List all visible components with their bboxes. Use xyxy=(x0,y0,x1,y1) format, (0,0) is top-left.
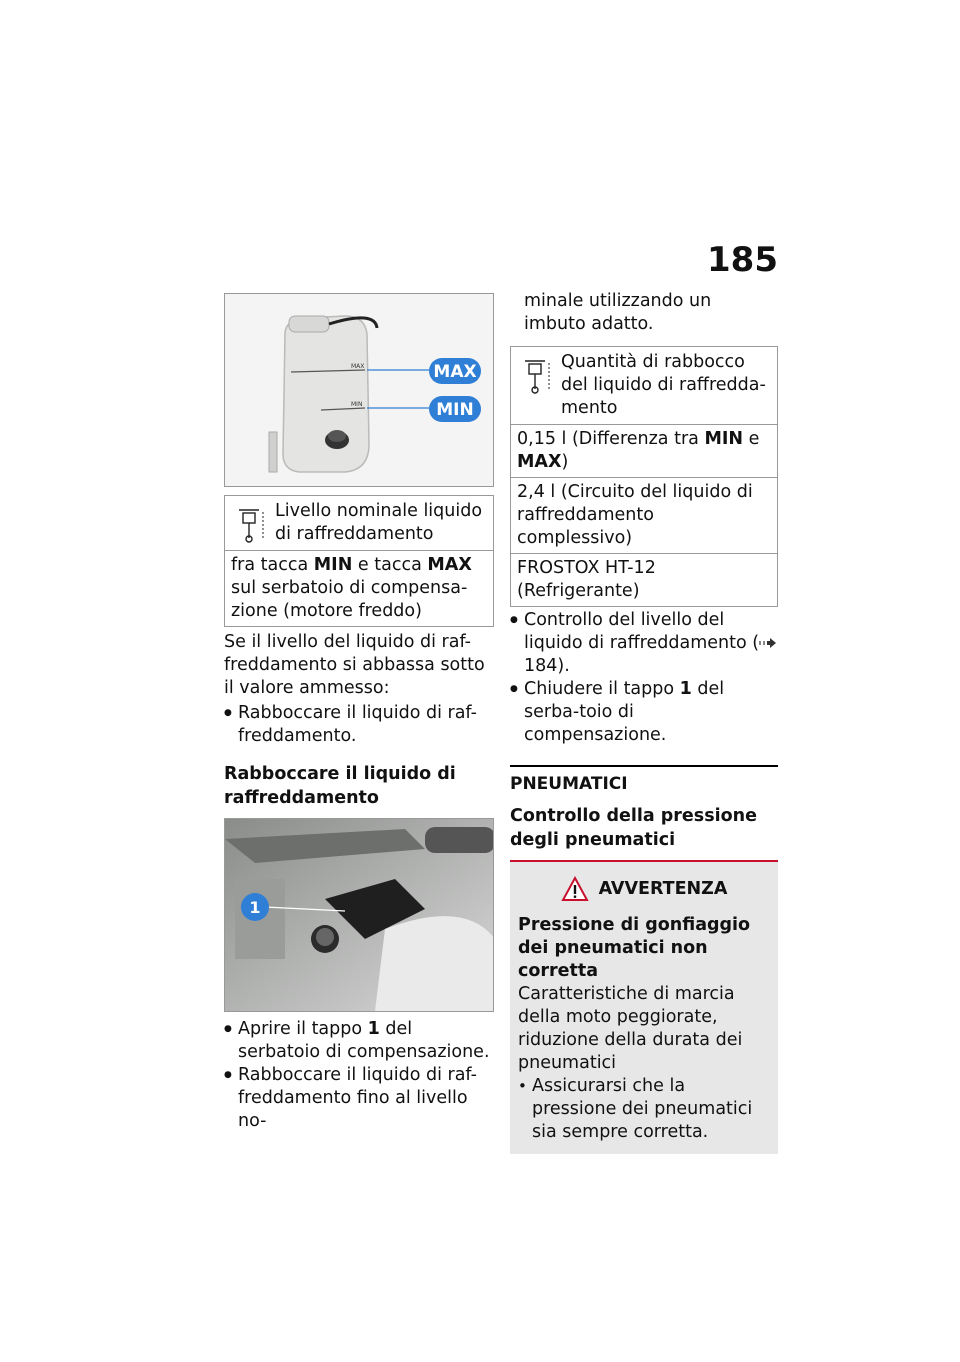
subheading-top-up: Rabboccare il liquido di raffreddamento xyxy=(224,764,456,808)
spec-title: Quantità di rabbocco del liquido di raffredda-mento xyxy=(561,352,766,418)
gauge-icon xyxy=(235,504,267,544)
spec-text: e xyxy=(743,429,760,449)
low-level-paragraph: Se il livello del liquido di raf-freddamento si abbassa sotto il valore ammesso: xyxy=(224,632,485,698)
filler-cap-figure xyxy=(224,818,494,1012)
subheading-tire-pressure: Controllo della pressione degli pneumatici xyxy=(510,806,757,850)
spec-text: sul serbatoio di compensa-zione (motore freddo) xyxy=(231,578,468,621)
bullet-fill: ● Rabboccare il liquido di raf-freddamento fino al livello no- xyxy=(224,1064,494,1133)
bullet-close-cap xyxy=(510,678,778,747)
max-label: MAX xyxy=(433,362,477,382)
cap-number: 1 xyxy=(679,679,692,699)
warning-heading: Pressione di gonfiaggio dei pneumatici non corretta xyxy=(518,915,751,981)
page-number: 185 xyxy=(707,240,778,280)
tank-min-mark: MIN xyxy=(351,401,363,408)
warning-bullet: • Assicurarsi che la pressione dei pneumatici sia sempre corretta. xyxy=(518,1075,770,1144)
spec-row-coolant: FROSTOX HT-12 (Refrigerante) xyxy=(517,558,656,601)
bullet-text: Aprire il tappo xyxy=(238,1019,368,1039)
warning-triangle-icon xyxy=(561,876,589,902)
bullet-top-up: ● Rabboccare il liquido di raf-freddamento. xyxy=(224,702,494,748)
continuation-text: minale utilizzando un imbuto adatto. xyxy=(524,291,712,334)
warning-header xyxy=(518,876,770,902)
spec-value xyxy=(225,551,493,626)
cap-number: 1 xyxy=(367,1019,380,1039)
bullet-check-level xyxy=(510,609,778,678)
spec-title: Livello nominale liquido di raffreddamento xyxy=(275,501,483,544)
gauge-icon xyxy=(521,355,553,395)
bullet-open-cap xyxy=(224,1018,494,1064)
page-reference[interactable]: 184). xyxy=(524,656,570,676)
fill-quantity-spec xyxy=(510,346,778,607)
spec-text: e tacca xyxy=(352,555,428,575)
bullet-text: del serba-toio di compensazione. xyxy=(524,679,725,745)
warning-title: AVVERTENZA xyxy=(598,878,728,899)
max-mark-text: MAX xyxy=(427,555,472,575)
right-column xyxy=(510,290,778,1154)
nominal-level-spec xyxy=(224,495,494,627)
spec-row-difference xyxy=(511,425,777,478)
bullet-text: Controllo del livello del liquido di raffreddamento ( xyxy=(524,610,760,653)
spec-row-total: 2,4 l (Circuito del liquido di raffreddamento complessivo) xyxy=(511,478,777,554)
min-mark-text: MIN xyxy=(313,555,353,575)
page-reference-arrow-icon xyxy=(759,638,777,648)
min-mark-text: MIN xyxy=(704,429,744,449)
spec-text: 0,15 l (Differenza tra xyxy=(517,429,705,449)
callout-1: 1 xyxy=(249,898,261,917)
spec-text: fra tacca xyxy=(231,555,314,575)
warning-box xyxy=(510,860,778,1154)
filler-cap-illustration xyxy=(225,819,494,1011)
min-label: MIN xyxy=(436,400,474,420)
spec-text: ) xyxy=(561,452,569,472)
spec-header xyxy=(225,496,493,551)
spec-header xyxy=(511,347,777,425)
coolant-tank-figure xyxy=(224,293,494,487)
bullet-text: del serbatoio di compensazione. xyxy=(238,1019,490,1062)
warning-text: Caratteristiche di marcia della moto peggiorate, riduzione della durata dei pneumatici xyxy=(518,984,743,1073)
left-column xyxy=(224,293,494,1133)
section-title: PNEUMATICI xyxy=(510,765,778,796)
coolant-tank-illustration xyxy=(225,294,494,486)
bullet-text: Chiudere il tappo xyxy=(524,679,680,699)
max-mark-text: MAX xyxy=(517,452,562,472)
tank-max-mark: MAX xyxy=(351,363,365,370)
